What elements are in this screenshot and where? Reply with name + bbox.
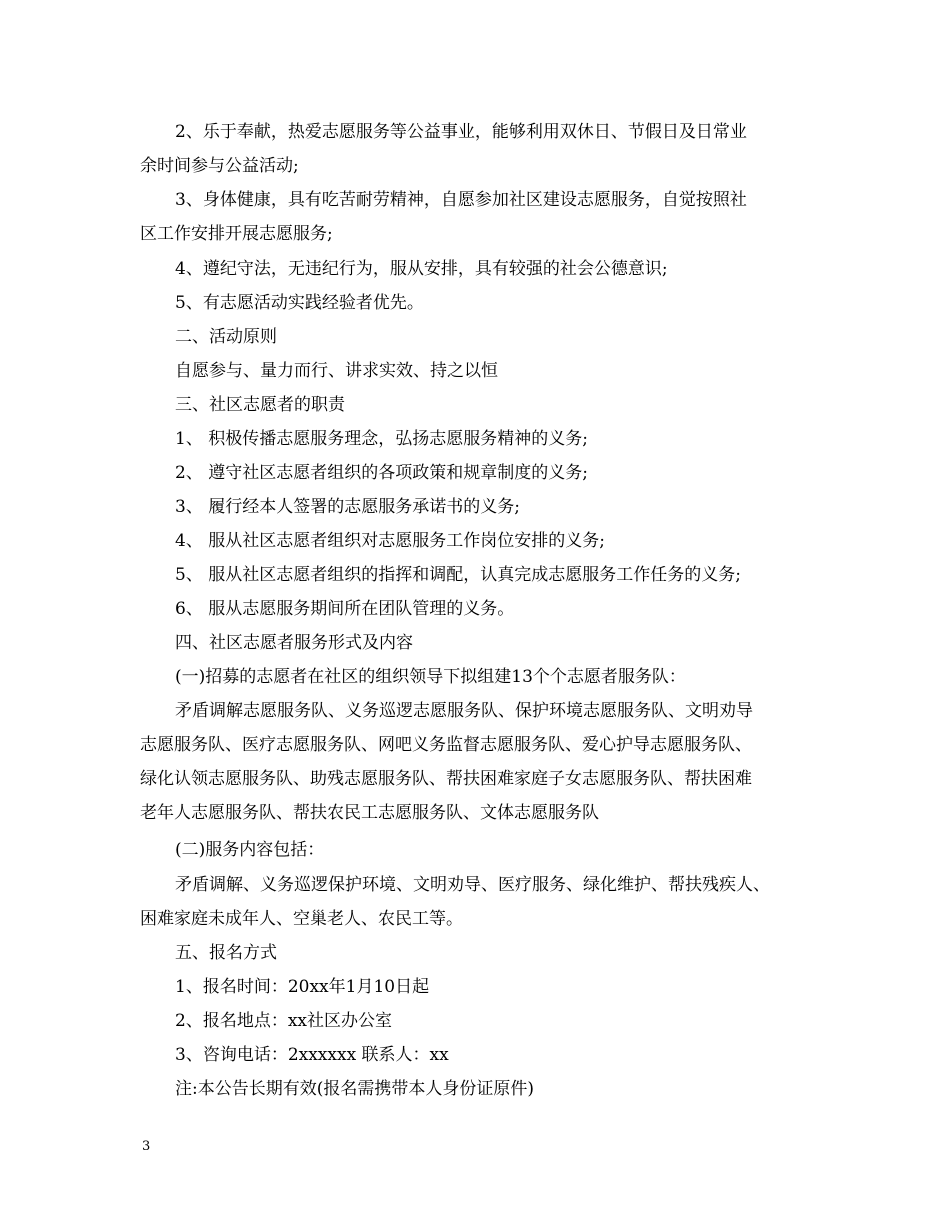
text-line-requirement-3: 3、身体健康，具有吃苦耐劳精神，自愿参加社区建设志愿服务，自觉按照社 (175, 190, 747, 210)
text-line-duty-1: 1、 积极传播志愿服务理念，弘扬志愿服务精神的义务; (175, 429, 588, 449)
text-line-duty-4: 4、 服从社区志愿者组织对志愿服务工作岗位安排的义务; (175, 531, 605, 551)
text-line-teams-1: 矛盾调解志愿服务队、义务巡逻志愿服务队、保护环境志愿服务队、文明劝导 (175, 701, 753, 721)
text-line-teams-2: 志愿服务队、医疗志愿服务队、网吧义务监督志愿服务队、爱心护导志愿服务队、 (140, 735, 752, 755)
page-number: 3 (142, 1139, 151, 1154)
text-line-duty-2: 2、 遵守社区志愿者组织的各项政策和规章制度的义务; (175, 463, 588, 483)
text-line-recruitment: (一)招募的志愿者在社区的组织领导下拟组建13个个志愿者服务队： (175, 667, 686, 687)
text-line-service-content-heading: (二)服务内容包括： (175, 840, 325, 860)
section-heading-principles: 二、活动原则 (175, 327, 277, 347)
text-line-registration-place: 2、报名地点：xx社区办公室 (175, 1011, 392, 1031)
text-line-registration-time: 1、报名时间：20xx年1月10日起 (175, 977, 430, 997)
text-line-principles: 自愿参与、量力而行、讲求实效、持之以恒 (175, 361, 498, 381)
text-line-requirement-3-cont: 区工作安排开展志愿服务; (140, 224, 333, 244)
text-line-duty-3: 3、 履行经本人签署的志愿服务承诺书的义务; (175, 497, 520, 517)
text-line-note: 注:本公告长期有效(报名需携带本人身份证原件) (175, 1079, 534, 1099)
section-heading-duties: 三、社区志愿者的职责 (175, 395, 345, 415)
text-line-service-content-2: 困难家庭未成年人、空巢老人、农民工等。 (140, 909, 463, 929)
text-line-duty-6: 6、 服从志愿服务期间所在团队管理的义务。 (175, 599, 515, 619)
text-line-teams-4: 老年人志愿服务队、帮扶农民工志愿服务队、文体志愿服务队 (140, 803, 599, 823)
text-line-contact: 3、咨询电话：2xxxxxx 联系人：xx (175, 1045, 449, 1065)
text-line-requirement-4: 4、遵纪守法，无违纪行为，服从安排，具有较强的社会公德意识; (175, 259, 668, 279)
section-heading-registration: 五、报名方式 (175, 943, 277, 963)
text-line-teams-3: 绿化认领志愿服务队、助残志愿服务队、帮扶困难家庭子女志愿服务队、帮扶困难 (140, 769, 752, 789)
text-line-requirement-2-cont: 余时间参与公益活动; (140, 156, 299, 176)
text-line-duty-5: 5、 服从社区志愿者组织的指挥和调配，认真完成志愿服务工作任务的义务; (175, 565, 741, 585)
text-line-service-content-1: 矛盾调解、义务巡逻保护环境、文明劝导、医疗服务、绿化维护、帮扶残疾人、 (175, 875, 770, 895)
section-heading-service-forms: 四、社区志愿者服务形式及内容 (175, 633, 413, 653)
text-line-requirement-2: 2、乐于奉献，热爱志愿服务等公益事业，能够利用双休日、节假日及日常业 (175, 122, 747, 142)
text-line-requirement-5: 5、有志愿活动实践经验者优先。 (175, 293, 424, 313)
